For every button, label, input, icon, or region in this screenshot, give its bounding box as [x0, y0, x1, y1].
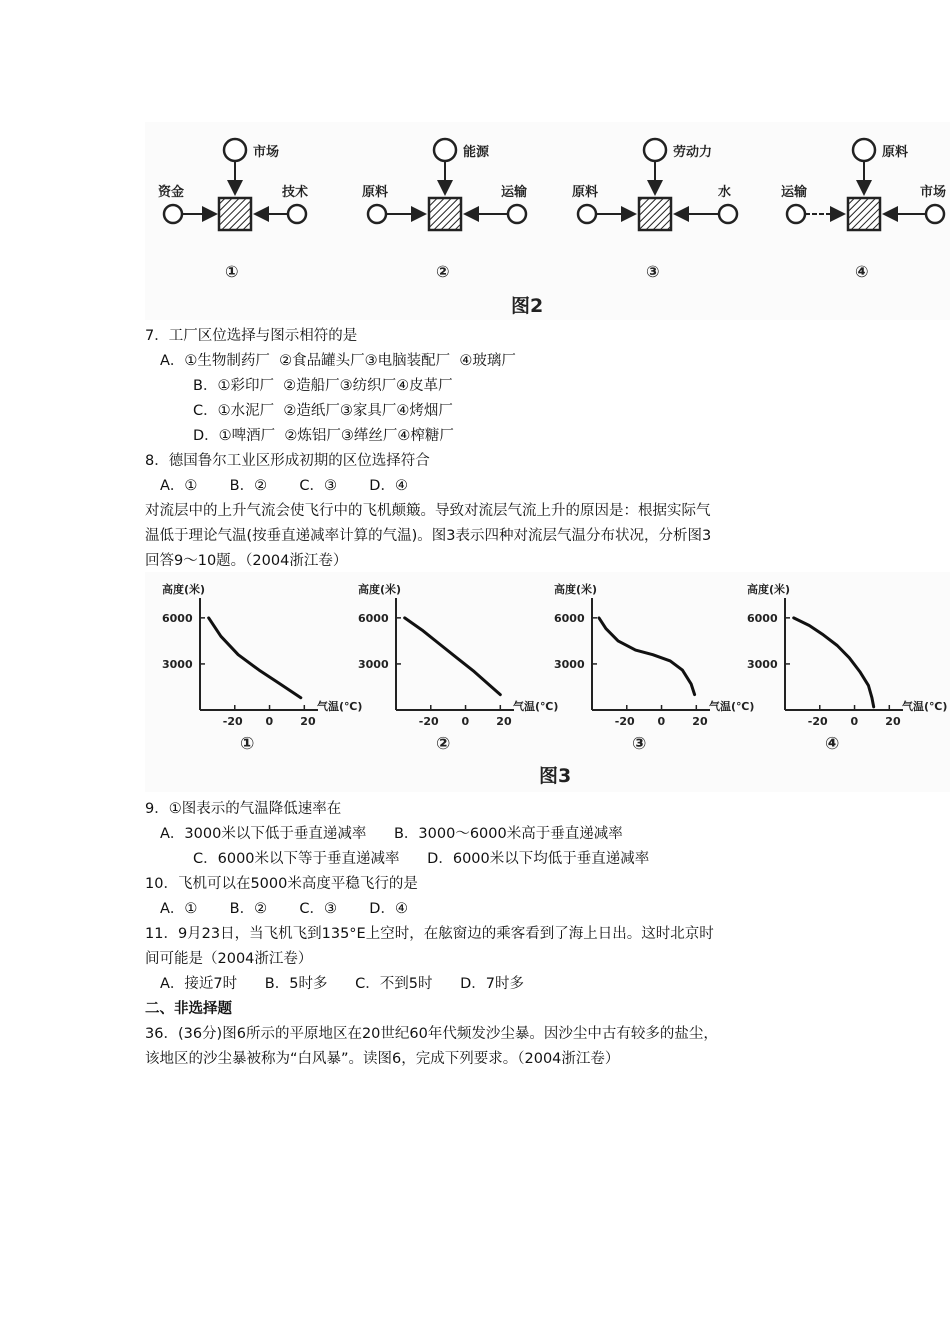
diagram-2-number: ②: [436, 262, 450, 281]
diagram-4-number: ④: [855, 262, 869, 281]
node-top: [224, 139, 246, 161]
panel-3-xtick-label: 0: [657, 715, 666, 728]
figure-3-svg: [145, 572, 950, 792]
diagram-3-left-label: 原料: [572, 185, 599, 200]
figure-2: [145, 122, 950, 320]
diagram-1: [158, 139, 308, 281]
panel-1-number: ①: [240, 734, 255, 754]
intro-line-2: 温低于理论气温(按垂直递减率计算的气温)。图3表示四种对流层气温分布状况，分析图3: [145, 528, 712, 544]
diagram-2-right-label: 运输: [501, 185, 528, 200]
q8-options: A．① B．② C．③ D．④: [160, 478, 408, 494]
q11-options: A．接近7时 B．5时多 C．不到5时 D．7时多: [160, 976, 525, 992]
panel-3-ytick-label: 3000: [554, 657, 585, 671]
panel-3-xtick-label: -20: [614, 715, 635, 728]
q36-line-1: 36．(36分)图6所示的平原地区在20世纪60年代频发沙尘暴。因沙尘中古有较多的盐尘，: [145, 1026, 718, 1042]
panel-1-xtick-label: 0: [265, 715, 274, 728]
panel-4-number: ④: [825, 734, 840, 754]
diagram-3-top-label: 劳动力: [673, 145, 713, 160]
panel-3-curve: [599, 618, 695, 695]
panel-3-number: ③: [632, 734, 647, 754]
panel-2-xtick-label: 0: [461, 715, 470, 728]
panel-2-xlabel: 气温(℃): [513, 700, 559, 713]
q7-stem: 7．工厂区位选择与图示相符的是: [145, 328, 358, 344]
diagram-1-left-label: 资金: [158, 185, 185, 200]
diagram-4: [781, 139, 946, 281]
panel-3-xlabel: 气温(℃): [709, 700, 755, 713]
diagram-1-top-label: 市场: [253, 145, 280, 160]
diagram-1-right-label: 技术: [282, 185, 309, 200]
q11-stem-1: 11．9月23日，当飞机飞到135°E上空时，在舷窗边的乘客看到了海上日出。这时北京时: [145, 926, 714, 942]
q7-option-d: D．①啤酒厂 ②炼铝厂③缂丝厂④榨糖厂: [193, 428, 454, 444]
node-left: [164, 205, 182, 223]
panel-2-xtick-label: 20: [496, 715, 512, 728]
diagram-2-top-label: 能源: [463, 145, 490, 160]
panel-1-xtick-label: -20: [222, 715, 243, 728]
figure-2-title: 图2: [511, 295, 544, 317]
q36-line-2: 该地区的沙尘暴被称为“白风暴”。读图6，完成下列要求。（2004浙江卷）: [145, 1051, 620, 1067]
intro-line-3: 回答9～10题。（2004浙江卷）: [145, 553, 348, 569]
diagram-4-left-label: 运输: [781, 185, 808, 200]
panel-4-ytick-label: 6000: [747, 611, 778, 625]
q7-option-c: C．①水泥厂 ②造纸厂③家具厂④烤烟厂: [193, 403, 453, 419]
figure-3: [145, 572, 950, 792]
q7-option-a: A．①生物制药厂 ②食品罐头厂③电脑装配厂 ④玻璃厂: [160, 353, 516, 369]
panel-1-xtick-label: 20: [300, 715, 316, 728]
q11-stem-2: 间可能是（2004浙江卷）: [145, 951, 313, 967]
panel-3-ylabel: 高度(米): [554, 583, 598, 596]
diagram-3-right-label: 水: [718, 185, 732, 200]
section-heading: 二、非选择题: [145, 1001, 232, 1017]
diagram-4-top-label: 原料: [882, 145, 909, 160]
intro-line-1: 对流层中的上升气流会使飞行中的飞机颠簸。导致对流层气流上升的原因是：根据实际气: [145, 503, 711, 519]
figure-3-title: 图3: [539, 765, 572, 787]
q7-option-b: B．①彩印厂 ②造船厂③纺织厂④皮革厂: [193, 378, 453, 394]
panel-4-xtick-label: 20: [885, 715, 901, 728]
q8-stem: 8．德国鲁尔工业区形成初期的区位选择符合: [145, 453, 430, 469]
diagram-4-right-label: 市场: [920, 185, 947, 200]
panel-3-ytick-label: 6000: [554, 611, 585, 625]
panel-4-ytick-label: 3000: [747, 657, 778, 671]
panel-2-xtick-label: -20: [418, 715, 439, 728]
q9-stem: 9．①图表示的气温降低速率在: [145, 801, 342, 817]
diagram-2-left-label: 原料: [362, 185, 389, 200]
panel-1-ytick-label: 3000: [162, 657, 193, 671]
q10-options: A．① B．② C．③ D．④: [160, 901, 408, 917]
panel-1-ylabel: 高度(米): [162, 583, 206, 596]
figure-2-svg: [145, 122, 950, 320]
panel-1-xlabel: 气温(℃): [317, 700, 363, 713]
panel-4-xtick-label: -20: [807, 715, 828, 728]
factory-box: [219, 198, 251, 230]
panel-2-ytick-label: 3000: [358, 657, 389, 671]
panel-4-xlabel: 气温(℃): [902, 700, 948, 713]
panel-2-ytick-label: 6000: [358, 611, 389, 625]
panel-3-xtick-label: 20: [692, 715, 708, 728]
node-right: [288, 205, 306, 223]
q9-options-cd: C．6000米以下等于垂直递减率 D．6000米以下均低于垂直递减率: [193, 851, 650, 867]
panel-4-ylabel: 高度(米): [747, 583, 791, 596]
diagram-3: [572, 139, 737, 281]
panel-4-curve: [794, 618, 874, 707]
diagram-3-number: ③: [646, 262, 660, 281]
panel-2-ylabel: 高度(米): [358, 583, 402, 596]
q10-stem: 10．飞机可以在5000米高度平稳飞行的是: [145, 876, 418, 892]
q9-options-ab: A．3000米以下低于垂直递减率 B．3000～6000米高于垂直递减率: [160, 826, 623, 842]
diagram-1-number: ①: [225, 262, 239, 281]
panel-1-curve: [209, 618, 301, 698]
panel-4-xtick-label: 0: [850, 715, 859, 728]
panel-2-curve: [405, 618, 501, 695]
panel-2-number: ②: [436, 734, 451, 754]
diagram-2: [362, 139, 527, 281]
panel-1-ytick-label: 6000: [162, 611, 193, 625]
